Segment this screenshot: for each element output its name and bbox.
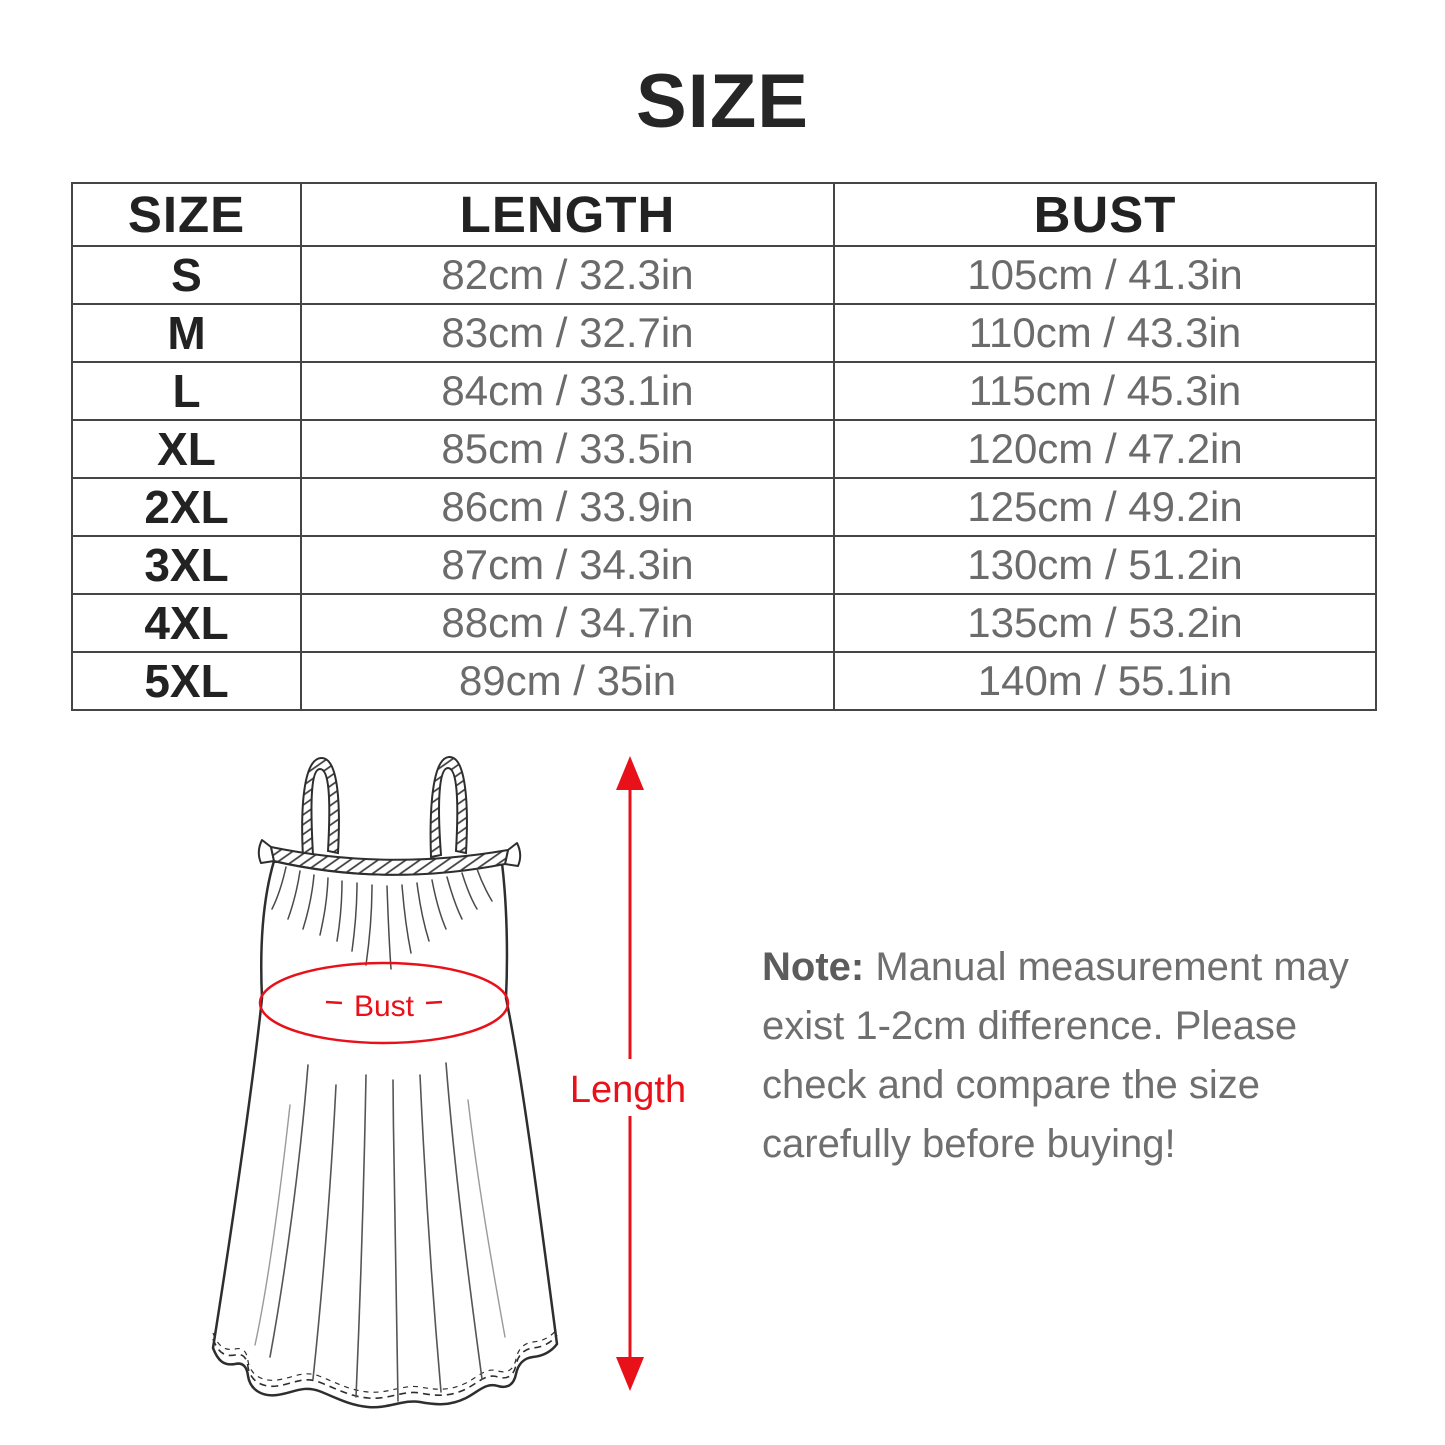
bust-cell: 115cm / 45.3in: [834, 362, 1376, 420]
size-table: [71, 182, 1377, 711]
left-strap: [302, 758, 339, 857]
note-line: exist 1-2cm difference. Please: [762, 1004, 1298, 1048]
size-table-header-size: SIZE: [72, 183, 301, 246]
bust-cell: 105cm / 41.3in: [834, 246, 1376, 304]
length-cell: 87cm / 34.3in: [301, 536, 834, 594]
table-row: [72, 536, 1376, 594]
table-row: [72, 420, 1376, 478]
dress-illustration: [213, 757, 557, 1407]
length-cell: 86cm / 33.9in: [301, 478, 834, 536]
bust-label: Bust: [353, 990, 415, 1023]
size-cell: 3XL: [72, 536, 301, 594]
table-row: [72, 594, 1376, 652]
size-cell: L: [72, 362, 301, 420]
length-arrow: [570, 756, 686, 1391]
note-line: Note: Manual measurement may: [762, 945, 1349, 989]
length-cell: 84cm / 33.1in: [301, 362, 834, 420]
length-cell: 89cm / 35in: [301, 652, 834, 710]
size-cell: 4XL: [72, 594, 301, 652]
table-row: [72, 652, 1376, 710]
dress-diagram: [150, 745, 710, 1445]
size-table-header-length: LENGTH: [301, 183, 834, 246]
table-header-row: [72, 183, 1376, 246]
bust-cell: 125cm / 49.2in: [834, 478, 1376, 536]
size-cell: 2XL: [72, 478, 301, 536]
bust-cell: 140m / 55.1in: [834, 652, 1376, 710]
length-label: Length: [569, 1069, 687, 1111]
bust-cell: 110cm / 43.3in: [834, 304, 1376, 362]
note-label: Note:: [762, 945, 865, 989]
table-row: [72, 362, 1376, 420]
bust-cell: 130cm / 51.2in: [834, 536, 1376, 594]
note-line: carefully before buying!: [762, 1122, 1176, 1166]
measurement-note: [762, 938, 1349, 1174]
note-line: check and compare the size: [762, 1063, 1261, 1107]
table-row: [72, 478, 1376, 536]
table-row: [72, 246, 1376, 304]
length-cell: 85cm / 33.5in: [301, 420, 834, 478]
right-strap: [431, 757, 467, 857]
page-title: SIZE: [636, 59, 809, 144]
length-cell: 83cm / 32.7in: [301, 304, 834, 362]
bust-cell: 135cm / 53.2in: [834, 594, 1376, 652]
size-cell: M: [72, 304, 301, 362]
bust-cell: 120cm / 47.2in: [834, 420, 1376, 478]
size-cell: S: [72, 246, 301, 304]
size-table-header-bust: BUST: [834, 183, 1376, 246]
size-cell: XL: [72, 420, 301, 478]
length-cell: 88cm / 34.7in: [301, 594, 834, 652]
table-row: [72, 304, 1376, 362]
size-cell: 5XL: [72, 652, 301, 710]
length-cell: 82cm / 32.3in: [301, 246, 834, 304]
